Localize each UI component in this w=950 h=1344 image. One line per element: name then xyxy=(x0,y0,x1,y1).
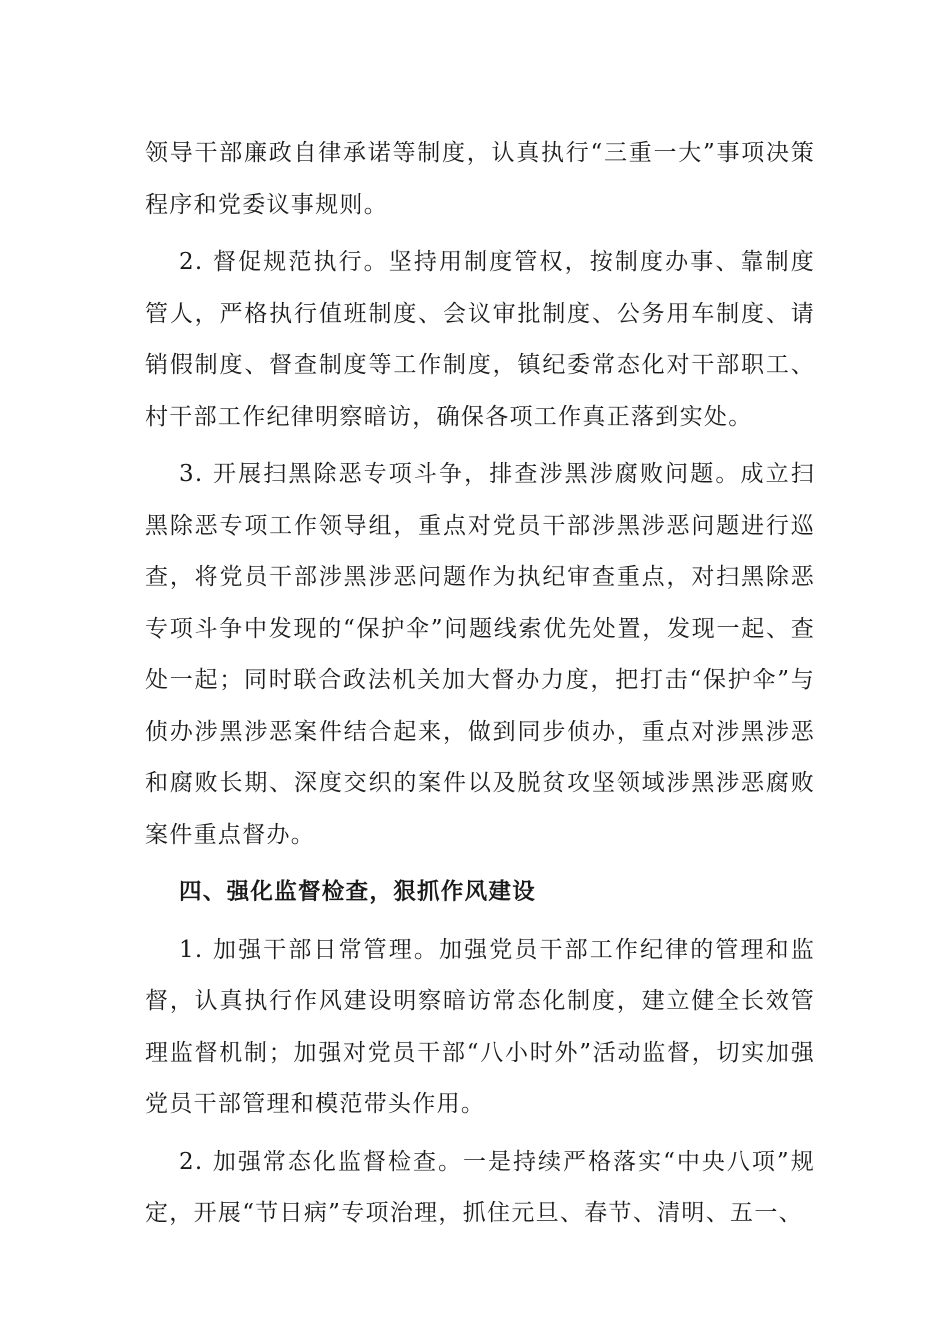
paragraph-daily-management: 1. 加强干部日常管理。加强党员干部工作纪律的管理和监督，认真执行作风建设明察暗访常态化制度，建立健全长效管理监督机制；加强对党员干部“八小时外”活动监督，切实加强党员干部管理和模范带头作用。 xyxy=(145,936,815,1117)
paragraph-routine-inspection: 2. 加强常态化监督检查。一是持续严格落实“中央八项”规定，开展“节日病”专项治理，抓住元旦、春节、清明、五一、 xyxy=(145,1148,815,1226)
paragraph-anti-crime: 3. 开展扫黑除恶专项斗争，排查涉黑涉腐败问题。成立扫黑除恶专项工作领导组，重点对党员干部涉黑涉恶问题进行巡查，将党员干部涉黑涉恶问题作为执纪审查重点，对扫黑除恶专项斗争中发现的“保护伞”问题线索优先处置，发现一起、查处一起；同时联合政法机关加大督办力度，把打击“保护伞”与侦办涉黑涉恶案件结合起来，做到同步侦办，重点对涉黑涉恶和腐败长期、深度交织的案件以及脱贫攻坚领域涉黑涉恶腐败案件重点督办。 xyxy=(145,461,815,848)
paragraph-supervise-execution: 2. 督促规范执行。坚持用制度管权，按制度办事、靠制度管人，严格执行值班制度、会议审批制度、公务用车制度、请销假制度、督查制度等工作制度，镇纪委常态化对干部职工、村干部工作纪律明察暗访，确保各项工作真正落到实处。 xyxy=(145,249,815,430)
document-page xyxy=(145,128,815,1246)
paragraph-continuation: 领导干部廉政自律承诺等制度，认真执行“三重一大”事项决策程序和党委议事规则。 xyxy=(145,140,815,218)
section-heading: 四、强化监督检查，狠抓作风建设 xyxy=(179,879,537,905)
